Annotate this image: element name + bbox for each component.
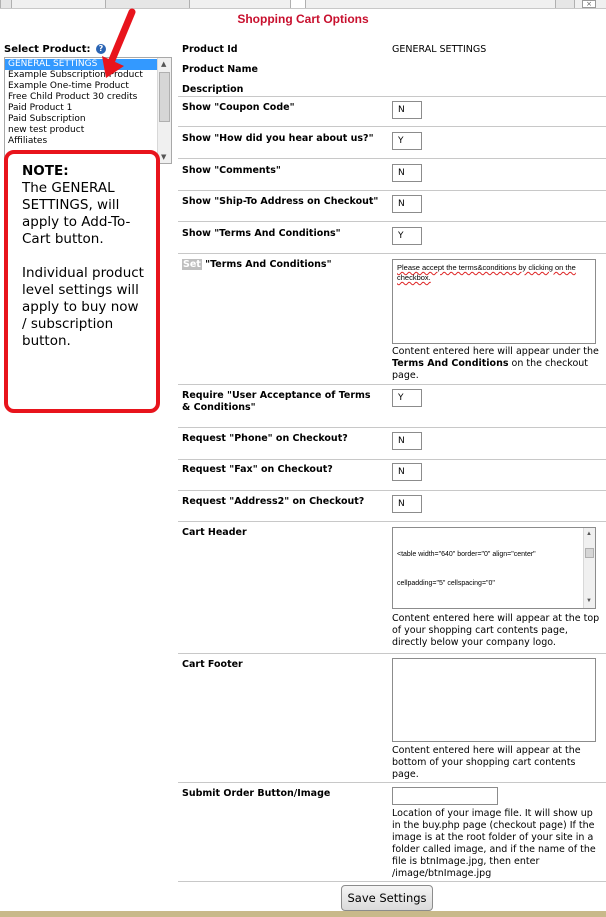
heard-about-label: Show "How did you hear about us?" [182, 133, 374, 144]
cart-footer-label: Cart Footer [182, 659, 243, 670]
product-option[interactable]: Paid Product 1 [8, 103, 73, 113]
set-terms-label [182, 259, 332, 270]
close-icon[interactable]: × [582, 0, 596, 8]
red-arrow-icon [100, 8, 140, 78]
note-heading: NOTE: [22, 163, 69, 179]
product-option[interactable]: Affiliates [8, 136, 48, 146]
set-terms-text: "Terms And Conditions" [201, 259, 332, 270]
scroll-down-icon[interactable]: ▼ [161, 153, 167, 161]
terms-textarea[interactable] [392, 259, 596, 344]
description-label: Description [182, 84, 244, 95]
select-product-label [4, 44, 106, 55]
submit-button-label: Submit Order Button/Image [182, 788, 331, 799]
submit-help: Location of your image file. It will show up in the buy.php page (checkout page) If the image is at the root folder of your site in a folder called image, and if the name of the file is btnImage.jpg, then enter /image/btnImage.jpg [392, 808, 596, 879]
ship-to-label: Show "Ship-To Address on Checkout" [182, 196, 379, 207]
code-line: cellpadding="5" cellspacing="0" [397, 579, 495, 587]
product-option[interactable]: Example One-time Product [8, 81, 129, 91]
heard-about-input[interactable]: Y [392, 132, 422, 150]
note-callout [4, 150, 160, 413]
fax-input[interactable]: N [392, 463, 422, 481]
comments-label: Show "Comments" [182, 165, 281, 176]
terms-text: Please accept the terms&conditions by clicking on the checkbox. [397, 263, 576, 282]
scroll-up-icon[interactable]: ▲ [161, 60, 167, 68]
scrollbar-thumb[interactable] [585, 548, 594, 558]
code-line [397, 607, 579, 609]
browser-tab[interactable] [105, 0, 190, 8]
browser-tab[interactable] [290, 0, 306, 8]
phone-input[interactable]: N [392, 432, 422, 450]
scroll-up-icon[interactable]: ▲ [586, 531, 592, 537]
product-option[interactable]: Free Child Product 30 credits [8, 92, 138, 102]
browser-tab-strip [0, 0, 606, 9]
product-option[interactable]: Paid Subscription [8, 114, 86, 124]
product-listbox[interactable] [4, 57, 172, 164]
comments-input[interactable]: N [392, 164, 422, 182]
fax-label: Request "Fax" on Checkout? [182, 464, 333, 475]
set-highlight: Set [183, 259, 201, 270]
require-acceptance-label: Require "User Acceptance of Terms & Conditions" [182, 390, 371, 413]
cart-header-textarea[interactable] [392, 527, 596, 609]
code-line: <table width="640" border="0" align="center" [397, 551, 536, 558]
browser-tab[interactable] [555, 0, 575, 8]
ship-to-input[interactable]: N [392, 195, 422, 213]
save-settings-button[interactable]: Save Settings [341, 885, 433, 911]
phone-label: Request "Phone" on Checkout? [182, 433, 348, 444]
require-acceptance-input[interactable]: Y [392, 389, 422, 407]
product-option[interactable]: Example Subscription Product [8, 70, 143, 80]
submit-image-input[interactable] [392, 787, 498, 805]
product-option[interactable]: new test product [8, 125, 85, 135]
page-title: Shopping Cart Options [237, 12, 369, 26]
browser-tab[interactable] [0, 0, 12, 8]
product-option[interactable]: GENERAL SETTINGS [5, 59, 159, 70]
product-name-label: Product Name [182, 64, 258, 75]
note-paragraph-2: Individual product level settings will apply to buy now / subscription button. [22, 265, 144, 349]
help-icon[interactable]: ? [96, 44, 106, 54]
coupon-label: Show "Coupon Code" [182, 102, 295, 113]
listbox-scrollbar[interactable] [157, 58, 171, 163]
product-id-value: GENERAL SETTINGS [392, 44, 487, 55]
cart-header-help: Content entered here will appear at the top of your shopping cart contents page, directly below your company logo. [392, 613, 600, 648]
terms-show-label: Show "Terms And Conditions" [182, 228, 341, 239]
scrollbar-thumb[interactable] [159, 72, 170, 122]
note-paragraph-1: The GENERAL SETTINGS, will apply to Add-To-Cart button. [22, 180, 131, 247]
select-product-text: Select Product: [4, 44, 91, 55]
coupon-input[interactable]: N [392, 101, 422, 119]
scroll-down-icon[interactable]: ▼ [586, 597, 592, 604]
terms-show-input[interactable]: Y [392, 227, 422, 245]
cart-header-label: Cart Header [182, 527, 247, 538]
page-bottom-edge [0, 911, 606, 917]
textarea-scrollbar[interactable] [583, 528, 595, 608]
terms-help: Content entered here will appear under the Terms And Conditions on the checkout page. [392, 346, 599, 381]
cart-footer-textarea[interactable] [392, 658, 596, 742]
address2-input[interactable]: N [392, 495, 422, 513]
cart-footer-help: Content entered here will appear at the bottom of your shopping cart contents page. [392, 745, 581, 780]
address2-label: Request "Address2" on Checkout? [182, 496, 365, 507]
product-id-label: Product Id [182, 44, 238, 55]
